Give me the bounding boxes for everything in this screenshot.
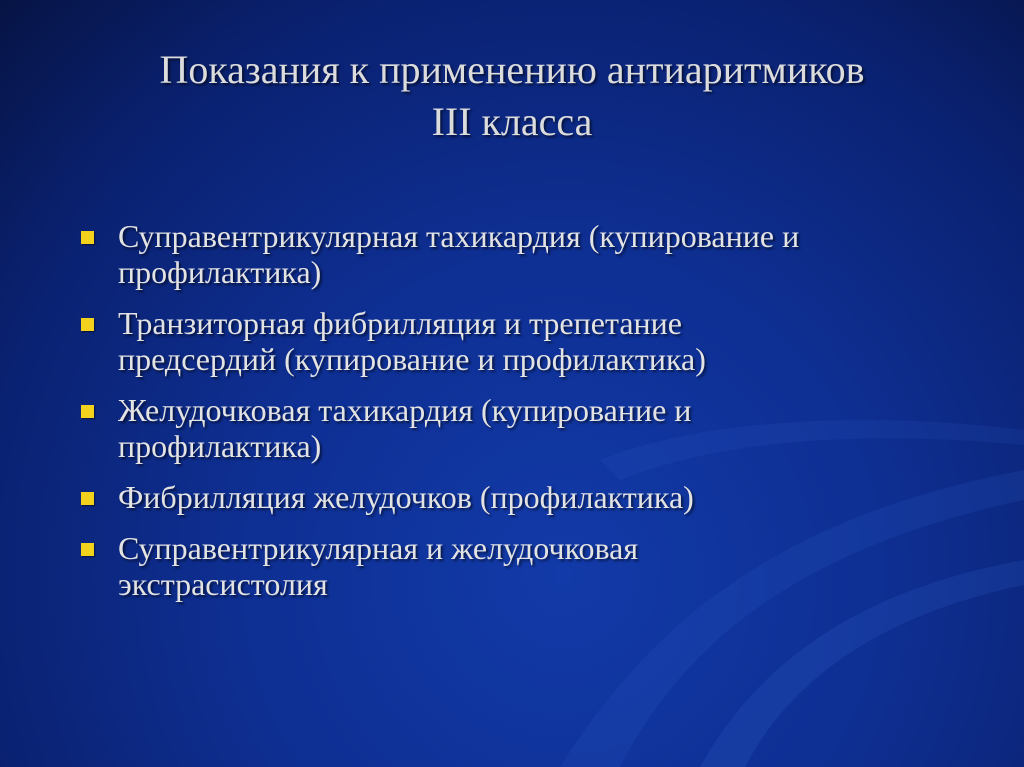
list-item-line: Желудочковая тахикардия (купирование и [118,392,692,428]
list-item [78,530,978,602]
list-item-text [118,218,978,290]
list-item-line: Суправентрикулярная тахикардия (купирование и [118,218,800,254]
list-item [78,218,978,290]
square-bullet-icon [81,318,94,331]
bullet-list [78,218,978,617]
square-bullet-icon [81,231,94,244]
list-item [78,392,978,464]
square-bullet-icon [81,543,94,556]
list-item-line: экстрасистолия [118,566,328,602]
list-item-line: Суправентрикулярная и желудочковая [118,530,639,566]
title-line-1: Показания к применению антиаритмиков [159,47,865,92]
slide-title [40,44,984,148]
list-item-text [118,530,978,602]
list-item-text [118,479,978,515]
title-line-2: III класса [431,99,593,144]
list-item-line: предсердий (купирование и профилактика) [118,341,706,377]
list-item-text [118,305,978,377]
list-item-line: Транзиторная фибрилляция и трепетание [118,305,682,341]
square-bullet-icon [81,492,94,505]
list-item-text [118,392,978,464]
square-bullet-icon [81,405,94,418]
list-item-line: Фибрилляция желудочков (профилактика) [118,479,694,515]
list-item-line: профилактика) [118,428,322,464]
list-item-line: профилактика) [118,254,322,290]
list-item [78,305,978,377]
list-item [78,479,978,515]
